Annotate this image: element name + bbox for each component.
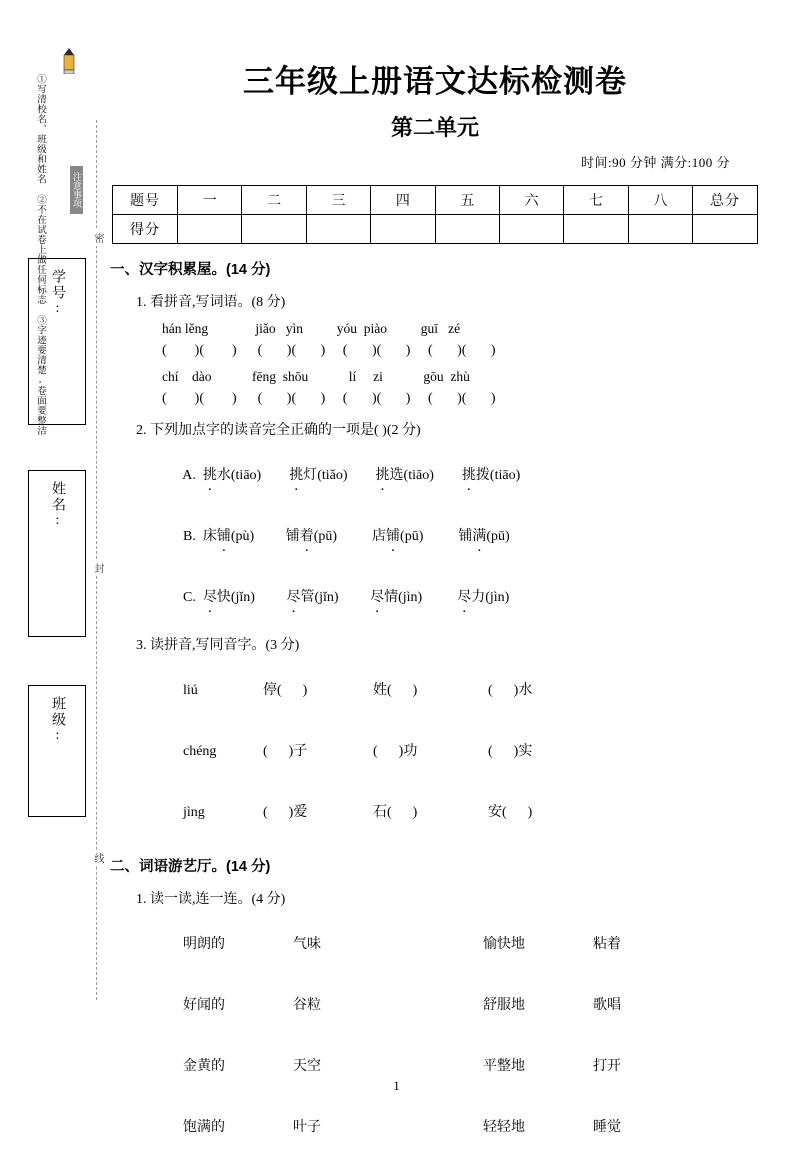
page-subtitle: 第二单元 [390,115,479,140]
match-right2-4[interactable]: 睡觉 [593,1120,621,1135]
question-1-1-prompt: 1. 看拼音,写词语。(8 分) [136,295,286,310]
match-left2-3[interactable]: 平整地 [483,1059,525,1074]
score-col-2: 二 [242,186,306,215]
score-cell-6[interactable] [499,215,563,244]
exam-meta: 时间:90 分钟 满分:100 分 [581,155,730,170]
choice-letter-B: B. [183,529,196,544]
choice-C-option-4: 尽力(jìn) [457,590,510,605]
match-right-2[interactable]: 谷粒 [293,998,321,1013]
section-heading-2: 二、词语游艺厅。(14 分) [110,859,271,875]
homophone-row-1[interactable] [162,663,760,715]
score-cell-8[interactable] [628,215,692,244]
choice-B-option-2: 铺着(pū) [285,529,338,544]
pencil-icon [62,48,76,74]
choice-C-option-2: 尽管(jǐn) [286,590,339,605]
choice-B-option-4: 铺满(pū) [458,529,510,544]
score-col-8: 八 [628,186,692,215]
homophone-cell-2-3[interactable]: ( )实 [488,744,533,759]
question-1-1-body [162,321,760,407]
pinyin-row-2: chí dào fēng shōu lí zi gōu zhù [162,369,470,384]
match-row-1[interactable] [162,917,760,969]
choice-C-option-1: 尽快(jǐn) [202,590,255,605]
choice-row-C[interactable] [162,570,760,622]
pinyin-row-1: hán lěng jiǎo yìn yóu piào guī zé [162,321,461,336]
score-cell-5[interactable] [435,215,499,244]
score-col-3: 三 [306,186,370,215]
question-1-2-body [162,448,760,622]
match-left-1[interactable]: 明朗的 [183,937,225,952]
match-left2-1[interactable]: 愉快地 [483,937,525,952]
score-cell-3[interactable] [306,215,370,244]
homophone-cell-1-1[interactable]: 停( ) [263,683,308,698]
answer-brackets-row-2[interactable]: ( )( ) ( )( ) ( )( ) ( )( ) [162,391,496,406]
field-class[interactable] [28,685,86,817]
question-1-3-prompt: 3. 读拼音,写同音字。(3 分) [136,638,300,653]
page-title: 三年级上册语文达标检测卷 [243,64,627,99]
choice-A-option-3: 挑选(tiāo) [375,468,434,483]
field-class-label: 班级: [50,696,65,745]
score-cell-4[interactable] [371,215,435,244]
score-cell-total[interactable] [693,215,758,244]
homophone-row-3[interactable] [162,785,760,837]
question-2-1-prompt: 1. 读一读,连一连。(4 分) [136,892,286,907]
score-cell-2[interactable] [242,215,306,244]
match-right2-1[interactable]: 粘着 [593,937,621,952]
match-row-2[interactable] [162,978,760,1030]
match-right-3[interactable]: 天空 [293,1059,321,1074]
score-table-value-row [113,215,758,244]
match-right-4[interactable]: 叶子 [293,1120,321,1135]
homophone-cell-1-3[interactable]: ( )水 [488,683,533,698]
homophone-cell-3-1[interactable]: ( )爱 [263,805,308,820]
match-left2-2[interactable]: 舒服地 [483,998,525,1013]
score-table-header-row [113,186,758,215]
choice-B-option-3: 店铺(pū) [372,529,424,544]
choice-letter-C: C. [183,590,196,605]
match-row-4[interactable] [162,1100,760,1152]
homophone-pinyin-1: liú [183,683,198,698]
notice-lines: ①写清校名、班级和姓名 ②不在试卷上做任何标志 ③字迹要清楚,卷面要整洁 [35,74,45,436]
section-heading-1: 一、汉字积累屋。(14 分) [110,262,271,278]
choice-A-option-2: 挑灯(tiǎo) [289,468,348,483]
answer-brackets-row-1[interactable]: ( )( ) ( )( ) ( )( ) ( )( ) [162,343,496,358]
homophone-row-2[interactable] [162,724,760,776]
choice-letter-A: A. [182,468,196,483]
fold-label-封: 封 [90,560,105,576]
match-right2-2[interactable]: 歌唱 [593,998,621,1013]
choice-row-B[interactable] [162,509,760,561]
fold-label-seal: 密 [90,230,105,246]
score-col-total: 总分 [693,186,758,215]
match-left-2[interactable]: 好闻的 [183,998,225,1013]
choice-B-option-1: 床铺(pù) [202,529,255,544]
score-table [112,185,758,244]
notice-title: 注意事项 [70,166,83,214]
homophone-cell-2-2[interactable]: ( )功 [373,744,418,759]
homophone-cell-3-2[interactable]: 石( ) [373,805,418,820]
homophone-pinyin-3: jìng [183,805,205,820]
homophone-cell-2-1[interactable]: ( )子 [263,744,308,759]
field-student-number[interactable] [28,258,86,425]
match-left-3[interactable]: 金黄的 [183,1059,225,1074]
choice-C-option-3: 尽情(jìn) [370,590,423,605]
page-number: 1 [393,1078,400,1093]
score-col-7: 七 [564,186,628,215]
fold-label-line: 线 [90,850,105,866]
question-2-1-body [162,917,760,1152]
field-name-label: 姓名: [50,481,65,530]
homophone-pinyin-2: chéng [183,744,217,759]
score-col-6: 六 [499,186,563,215]
homophone-cell-1-2[interactable]: 姓( ) [373,683,418,698]
match-right2-3[interactable]: 打开 [593,1059,621,1074]
score-col-4: 四 [371,186,435,215]
field-name[interactable] [28,470,86,637]
score-cell-1[interactable] [178,215,242,244]
exam-paper-body [110,56,760,1152]
choice-row-A[interactable] [162,448,760,500]
choice-A-option-4: 挑拨(tiāo) [461,468,521,483]
homophone-cell-3-3[interactable]: 安( ) [488,805,533,820]
score-table-row-label-score: 得分 [113,215,178,244]
score-cell-7[interactable] [564,215,628,244]
question-1-3-body [162,663,760,837]
question-1-2-prompt: 2. 下列加点字的读音完全正确的一项是( )(2 分) [136,423,421,438]
choice-A-option-1: 挑水(tiāo) [202,468,262,483]
score-col-5: 五 [435,186,499,215]
match-left-4[interactable]: 饱满的 [183,1120,225,1135]
match-right-1[interactable]: 气味 [293,937,321,952]
field-student-number-label: 学号: [50,269,65,318]
match-left2-4[interactable]: 轻轻地 [483,1120,525,1135]
score-col-1: 一 [178,186,242,215]
score-table-row-label-number: 题号 [113,186,178,215]
